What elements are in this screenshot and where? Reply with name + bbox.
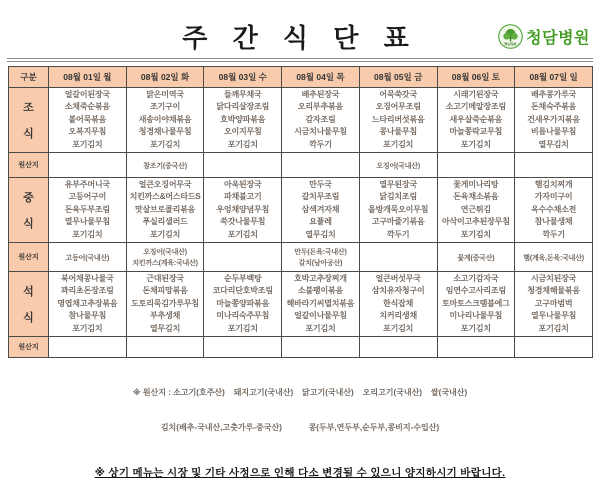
day-header-sun: 08월 07일 일 [515,67,593,88]
origin-note-line2: 김치(배추-국내산,고춧가루-중국산) 콩(두부,연두부,순두부,콩비지-수입산) [160,422,440,432]
header-row [9,67,593,88]
breakfast-label: 조 식 [9,88,49,153]
dinner-row [9,272,593,337]
lunch-origin-row [9,243,593,272]
dinner-origin-wed [204,337,282,358]
breakfast-origin-wed [204,153,282,178]
dinner-wed: 순두부백탕 코다리단호박조림 마늘쫑양파볶음 미나리숙주무침 포기김치 [204,272,282,337]
page-header [0,0,600,56]
lunch-label: 중 식 [9,178,49,243]
day-header-thu: 08월 04일 목 [282,67,360,88]
lunch-mon: 유부주머니국 고등어구이 돈육두부조림 열무나물무침 포기김치 [49,178,127,243]
breakfast-sun: 배추콩가루국 돈채숙주볶음 건새우가지볶음 비름나물무침 열무김치 [515,88,593,153]
menu-table [8,66,593,358]
lunch-origin-fri [359,243,437,272]
dinner-origin-label: 원산지 [9,337,49,358]
breakfast-origin-sun [515,153,593,178]
dinner-origin-row [9,337,593,358]
hospital-name: 청담병원 [526,30,590,47]
change-notice: ※ 상기 메뉴는 시장 및 기타 사정으로 인해 다소 변경될 수 있으니 양지하시기 바랍니다. [94,467,506,479]
dinner-label: 석 식 [9,272,49,337]
lunch-row [9,178,593,243]
lunch-origin-label: 원산지 [9,243,49,272]
breakfast-mon: 얼갈이된장국 소채죽순볶음 볼어묵볶음 오복지무침 포기김치 [49,88,127,153]
day-header-fri: 08월 05일 금 [359,67,437,88]
day-header-wed: 08월 03일 수 [204,67,282,88]
breakfast-origin-fri: 오징어(국내산) [359,153,437,178]
breakfast-origin-tue: 참조기(중국산) [126,153,204,178]
lunch-origin-sun: 햄(계육,돈육:국내산) [515,243,593,272]
day-header-tue: 08월 02일 화 [126,67,204,88]
lunch-sat: 꽃게미나리탕 돈육채소볶음 연근튀김 아삭이고추된장무침 포기김치 [437,178,515,243]
breakfast-origin-label: 원산지 [9,153,49,178]
lunch-origin-sat: 꽃게(중국산) [437,243,515,272]
lunch-origin-thu: 만두(돈육:국내산) 갈치(남아공산) [282,243,360,272]
origin-note [0,364,600,456]
hospital-logo [498,24,590,49]
breakfast-tue: 맑은미역국 조기구이 새송이야채볶음 청경채나물무침 포기김치 [126,88,204,153]
dinner-tue: 근대된장국 돈채피망볶음 도토리묵김가루무침 부추생채 열무김치 [126,272,204,337]
svg-text:RUSK: RUSK [504,41,517,47]
dinner-sun: 시금치된장국 청경채해물볶음 고구마범벅 열무나물무침 포기김치 [515,272,593,337]
day-header-sat: 08월 06일 토 [437,67,515,88]
breakfast-origin-thu [282,153,360,178]
dinner-origin-sat [437,337,515,358]
lunch-thu: 만두국 갈치무조림 삼색겨자채 요플레 열무김치 [282,178,360,243]
dinner-origin-tue [126,337,204,358]
dinner-mon: 북어채콩나물국 꽈리초돈장조림 명엽채고추장볶음 참나물무침 포기김치 [49,272,127,337]
lunch-wed: 아욱된장국 파채불고기 우엉채양념무침 쑥갓나물무침 포기김치 [204,178,282,243]
page-title: 주 간 식 단 표 [182,23,418,53]
dinner-origin-fri [359,337,437,358]
dinner-origin-sun [515,337,593,358]
breakfast-thu: 배추된장국 오리부추볶음 감자조림 시금치나물무침 깍두기 [282,88,360,153]
dinner-origin-thu [282,337,360,358]
breakfast-fri: 어묵쑥갓국 오징어무조림 느타리버섯볶음 콩나물무침 포기김치 [359,88,437,153]
lunch-origin-tue: 오징어(국내산) 치킨까스(계육:국내산) [126,243,204,272]
lunch-origin-mon: 고등어(국내산) [49,243,127,272]
lunch-origin-wed [204,243,282,272]
breakfast-origin-sat [437,153,515,178]
dinner-thu: 호박고추장찌개 소불팽이볶음 해바라기씨멸치볶음 얼갈이나물무침 포기김치 [282,272,360,337]
lunch-sun: 햄김치찌개 가자미구이 옥수수채소전 참나물생채 깍두기 [515,178,593,243]
breakfast-origin-row [9,153,593,178]
lunch-fri: 열무된장국 닭김치조림 올방개묵오이무침 고구마줄기볶음 깍두기 [359,178,437,243]
breakfast-origin-mon [49,153,127,178]
breakfast-sat: 시래기된장국 소고기메알장조림 새우살죽순볶음 마늘쫑락교무침 포기김치 [437,88,515,153]
breakfast-wed: 들깨무채국 닭다리살장조림 호박양파볶음 오이지무침 포기김치 [204,88,282,153]
title-divider [7,58,593,62]
corner-cell: 구분 [9,67,49,88]
day-header-mon: 08월 01일 월 [49,67,127,88]
breakfast-row [9,88,593,153]
origin-note-line1: ※ 원산지 : 소고기(호주산) 돼지고기(국내산) 닭고기(국내산) 오리고기(국내산) 쌀(국내산) [132,388,468,397]
tree-logo-icon [498,24,523,49]
dinner-origin-mon [49,337,127,358]
dinner-sat: 소고기감자국 임연수고사리조림 토마토스크램블에그 미나리나물무침 포기김치 [437,272,515,337]
dinner-fri: 얼큰버섯무국 삼치유자청구이 한식잡채 치커리생채 포기김치 [359,272,437,337]
lunch-tue: 얼큰오징어무국 치킨까스&머스타드S 맛살브로콜리볶음 푸실리샐러드 포기김치 [126,178,204,243]
